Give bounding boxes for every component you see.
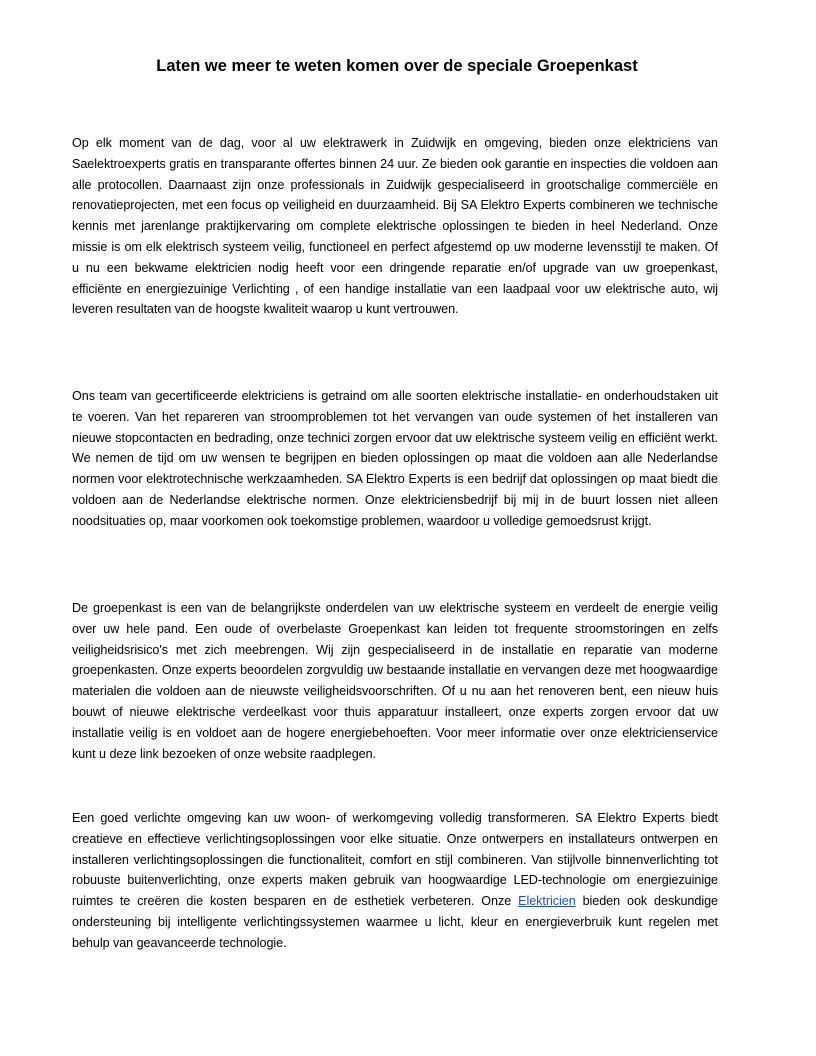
elektricien-link[interactable]: Elektricien	[518, 894, 576, 909]
paragraph-team: Ons team van gecertificeerde elektriciens is getraind om alle soorten elektrische installatie- en onderhoudstaken uit te voeren. Van het repareren van stroomproblemen tot het vervangen van oude systemen of het installeren van nieuwe stopcontacten en bedrading, onze technici zorgen ervoor dat uw elektrische systeem veilig en efficiënt werkt. We nemen de tijd om uw wensen te begrijpen en bieden oplossingen op maat die voldoen aan alle Nederlandse normen voor elektrotechnische werkzaamheden. SA Elektro Experts is een bedrijf dat oplossingen op maat biedt die voldoen aan de Nederlandse elektrische normen. Onze elektriciensbedrijf bij mij in de buurt lossen niet alleen noodsituaties op, maar voorkomen ook toekomstige problemen, waardoor u volledige gemoedsrust krijgt.	[72, 389, 718, 528]
document-title: Laten we meer te weten komen over de speciale Groepenkast	[156, 57, 638, 75]
paragraph-verlichting	[72, 808, 718, 954]
paragraph-groepenkast: De groepenkast is een van de belangrijkste onderdelen van uw elektrische systeem en verdeelt de energie veilig over uw hele pand. Een oude of overbelaste Groepenkast kan leiden tot frequente stroomstoringen en zelfs veiligheidsrisico's met zich meebrengen. Wij zijn gespecialiseerd in de installatie en reparatie van moderne groepenkasten. Onze experts beoordelen zorgvuldig uw bestaande installatie en vervangen deze met hoogwaardige materialen die voldoen aan de nieuwste veiligheidsvoorschriften. Of u nu aan het renoveren bent, een nieuw huis bouwt of nieuwe elektrische verdeelkast voor thuis apparatuur installeert, onze experts zorgen ervoor dat uw installatie veilig is en voldoet aan de hogere energiebehoeften. Voor meer informatie over onze elektricienservice kunt u deze link bezoeken of onze website raadplegen.	[72, 601, 718, 761]
paragraph-verlichting-text-before: Een goed verlichte omgeving kan uw woon- of werkomgeving volledig transformeren. SA Elektro Experts biedt creatieve en effectieve verlichtingsoplossingen voor elke situatie. Onze ontwerpers en installateurs ontwerpen en installeren verlichtingsoplossingen die functionaliteit, comfort en stijl combineren. Van stijlvolle binnenverlichting tot robuuste buitenverlichting, onze experts maken gebruik van hoogwaardige LED-technologie om energiezuinige ruimtes te creëren die kosten besparen en de esthetiek verbeteren. Onze	[72, 811, 718, 909]
paragraph-intro: Op elk moment van de dag, voor al uw elektrawerk in Zuidwijk en omgeving, bieden onze elektriciens van Saelektroexperts gratis en transparante offertes binnen 24 uur. Ze bieden ook garantie en inspecties die voldoen aan alle protocollen. Daarnaast zijn onze professionals in Zuidwijk gespecialiseerd in grootschalige commerciële en renovatieprojecten, met een focus op veiligheid en duurzaamheid. Bij SA Elektro Experts combineren we technische kennis met jarenlange praktijkervaring om complete elektrische oplossingen te bieden in heel Nederland. Onze missie is om elk elektrisch systeem veilig, functioneel en perfect afgestemd op uw moderne levensstijl te maken. Of u nu een bekwame elektricien nodig heeft voor een dringende reparatie en/of upgrade van uw groepenkast, efficiënte en energiezuinige Verlichting , of een handige installatie van een laadpaal voor uw elektrische auto, wij leveren resultaten van de hoogste kwaliteit waarop u kunt vertrouwen.	[72, 136, 718, 317]
paragraph-verlichting-text-after: bieden ook deskundige ondersteuning bij intelligente verlichtingssystemen waarmee u licht, kleur en energieverbruik kunt regelen met behulp van geavanceerde technologie.	[72, 894, 718, 950]
